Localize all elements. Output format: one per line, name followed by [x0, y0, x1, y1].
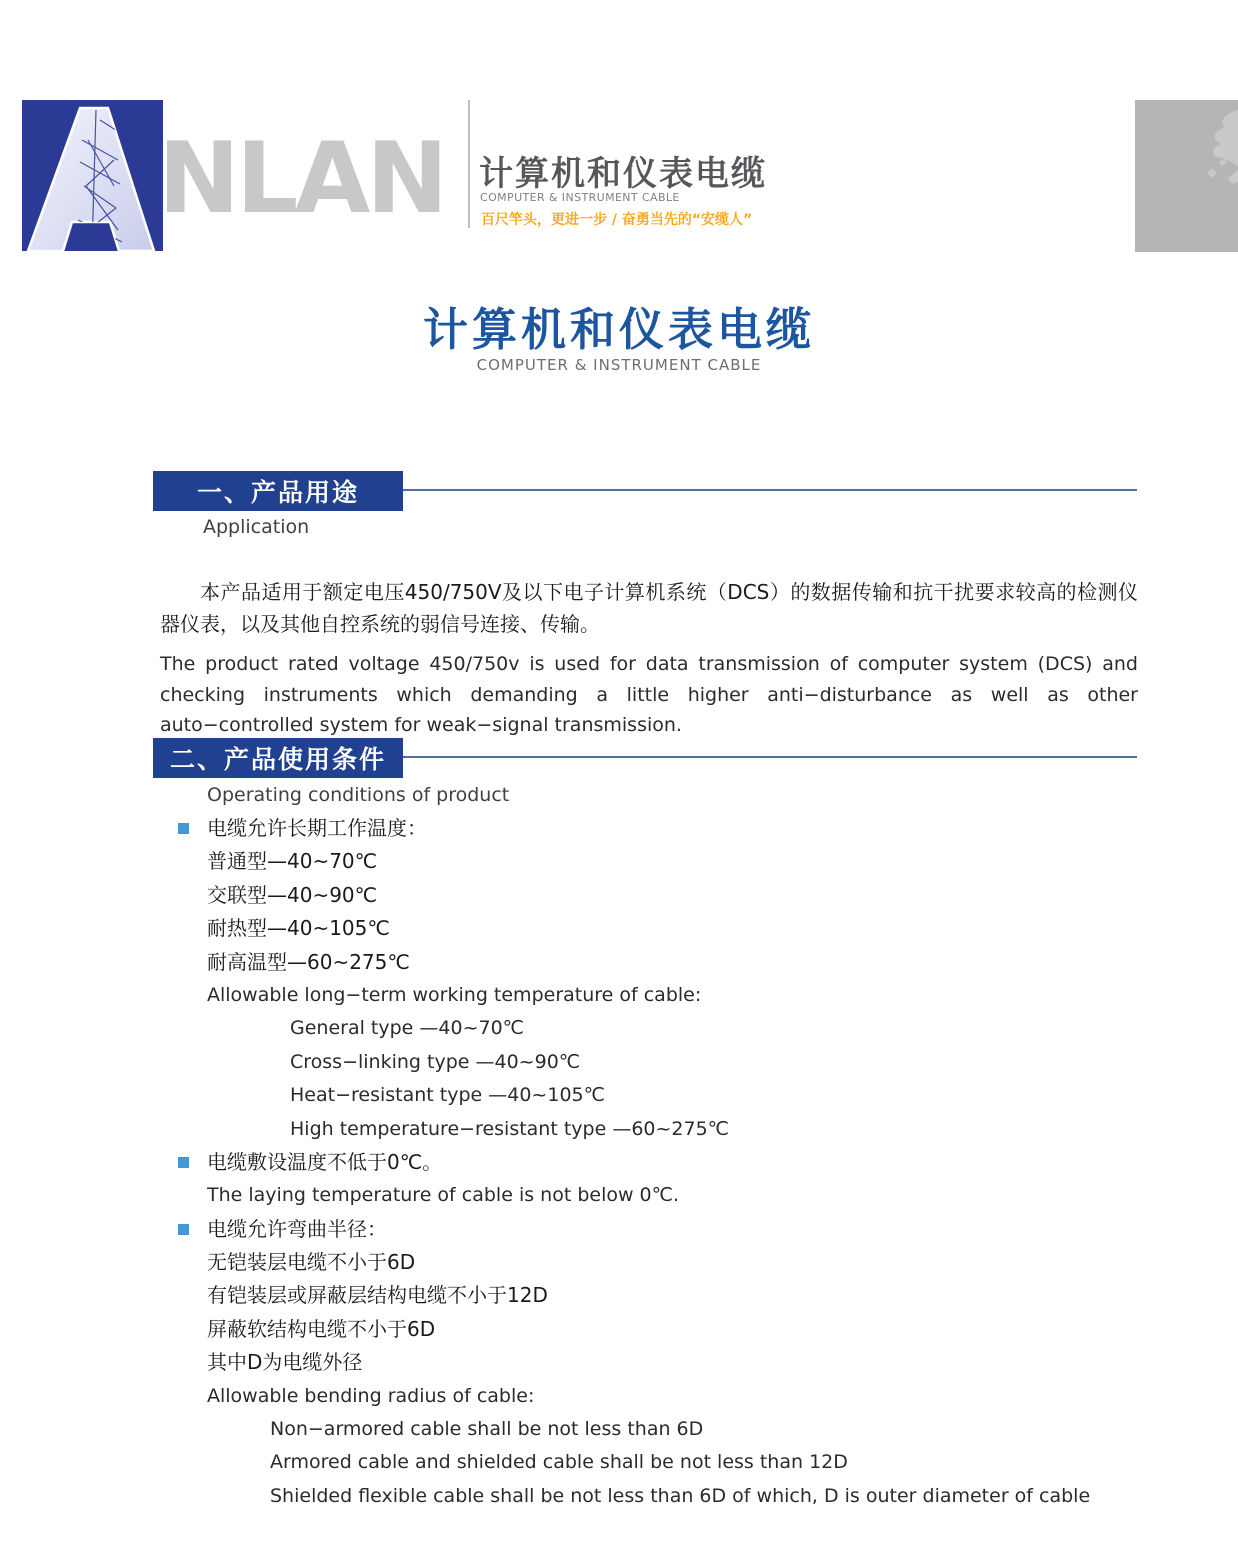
page-title-zh: 计算机和仪表电缆: [422, 303, 815, 356]
logo-wordmark: NLAN: [158, 122, 445, 236]
list-item-translation-detail: Shielded flexible cable shall be not less than 6D of which, D is outer diameter of cable: [270, 1484, 1091, 1507]
header-photo: [1135, 100, 1238, 252]
list-item-translation-detail: Armored cable and shielded cable shall be not less than 12D: [270, 1451, 848, 1474]
list-item-translation: The laying temperature of cable is not below 0℃.: [207, 1184, 680, 1207]
list-item: 电缆允许长期工作温度：: [160, 812, 1138, 845]
section1-heading-en: Application: [203, 516, 310, 538]
list-item-detail: 普通型—40~70℃: [207, 849, 378, 874]
list-item-detail: 耐热型—40~105℃: [207, 916, 390, 941]
list-item: 电缆敷设温度不低于0℃。: [160, 1146, 1138, 1179]
header-slogan: 百尺竿头，更进一步 / 奋勇当先的“安缆人”: [481, 212, 753, 228]
list-item-translation-detail: Cross−linking type —40~90℃: [290, 1050, 581, 1073]
section2-rule: [403, 756, 1137, 758]
section2-heading-en: Operating conditions of product: [207, 784, 510, 806]
header-product-title-zh: 计算机和仪表电缆: [479, 154, 767, 194]
logo-a-icon: [22, 100, 163, 251]
list-item-translation: Allowable long−term working temperature of cable:: [207, 983, 702, 1006]
list-item-detail: 其中D为电缆外径: [207, 1350, 363, 1375]
header-product-title-en: COMPUTER & INSTRUMENT CABLE: [480, 191, 680, 204]
section1-rule: [403, 489, 1137, 491]
operating-conditions-list: [160, 812, 1138, 1513]
anlan-logo-mark: [22, 100, 163, 251]
list-item-detail: 有铠装层或屏蔽层结构电缆不小于12D: [207, 1283, 548, 1308]
application-paragraph-en: The product rated voltage 450/750v is used for data transmission of computer system (DCS) and checking instruments which demanding a little higher anti−disturbance as well as other auto−controlled system for weak−signal transmission.: [160, 653, 1138, 736]
list-item-translation-detail: Non−armored cable shall be not less than 6D: [270, 1418, 704, 1441]
list-item: 电缆允许弯曲半径：: [160, 1213, 1138, 1246]
section2-heading-bar: 二、产品使用条件: [153, 738, 403, 778]
application-paragraph-zh: 本产品适用于额定电压450/750V及以下电子计算机系统（DCS）的数据传输和抗干扰要求较高的检测仪器仪表，以及其他自控系统的弱信号连接、传输。: [160, 580, 1138, 636]
leaf-photo-icon: [1135, 100, 1238, 252]
section1-heading-bar: 一、产品用途: [153, 471, 403, 511]
list-item-translation: Allowable bending radius of cable:: [207, 1384, 535, 1407]
list-item-translation-detail: General type —40~70℃: [290, 1017, 525, 1040]
header-divider: [468, 100, 470, 228]
list-item-detail: 耐高温型—60~275℃: [207, 949, 410, 974]
list-item-translation-detail: Heat−resistant type —40~105℃: [290, 1084, 605, 1107]
list-item-detail: 屏蔽软结构电缆不小于6D: [207, 1316, 436, 1341]
page-title-en: COMPUTER & INSTRUMENT CABLE: [476, 356, 762, 374]
list-item-translation-detail: High temperature−resistant type —60~275℃: [290, 1117, 730, 1140]
list-item-detail: 交联型—40~90℃: [207, 882, 378, 907]
list-item-detail: 无铠装层电缆不小于6D: [207, 1250, 416, 1275]
